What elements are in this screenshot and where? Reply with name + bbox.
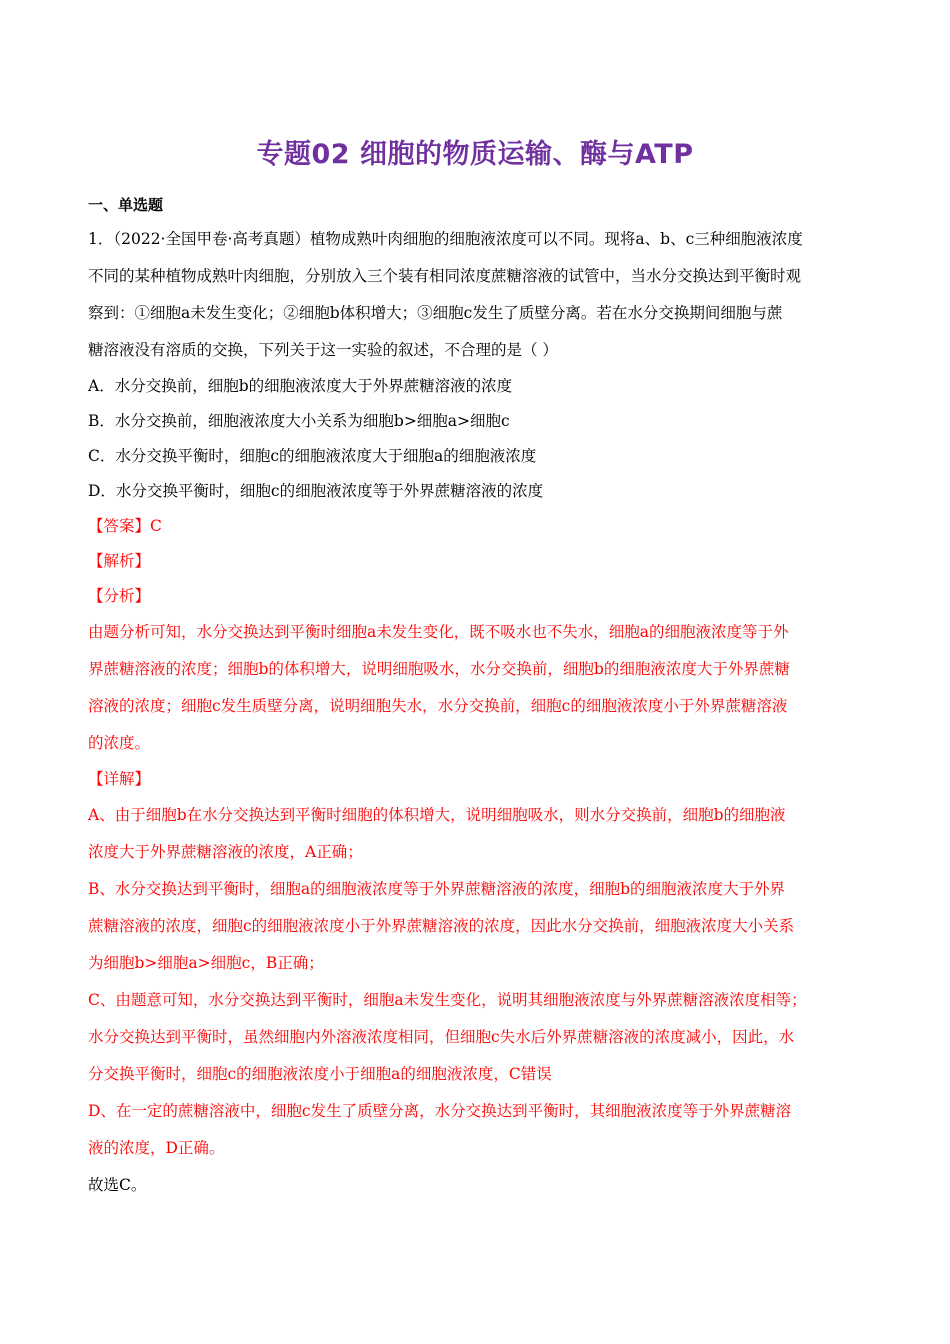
jiexi-label: 【解析】 bbox=[88, 552, 151, 570]
xiangjie-line: 液的浓度，D正确。 bbox=[88, 1139, 225, 1157]
xiangjie-label: 【详解】 bbox=[88, 770, 151, 788]
option-d: D．水分交换平衡时，细胞c的细胞液浓度等于外界蔗糖溶液的浓度 bbox=[88, 482, 544, 500]
section-heading: 一、单选题 bbox=[88, 196, 164, 214]
fenxi-line: 的浓度。 bbox=[88, 734, 151, 752]
xiangjie-line: A、由于细胞b在水分交换达到平衡时细胞的体积增大，说明细胞吸水，则水分交换前，细胞b的细胞液 bbox=[88, 806, 786, 824]
conclusion: 故选C。 bbox=[88, 1176, 147, 1194]
page-title: 专题02 细胞的物质运输、酶与ATP bbox=[256, 139, 694, 170]
fenxi-line: 由题分析可知，水分交换达到平衡时细胞a未发生变化，既不吸水也不失水，细胞a的细胞液浓度等于外 bbox=[88, 623, 789, 641]
xiangjie-line: 浓度大于外界蔗糖溶液的浓度，A正确； bbox=[88, 843, 363, 861]
xiangjie-line: C、由题意可知，水分交换达到平衡时，细胞a未发生变化，说明其细胞液浓度与外界蔗糖溶液浓度相等； bbox=[88, 991, 807, 1009]
option-b: B．水分交换前，细胞液浓度大小关系为细胞b>细胞a>细胞c bbox=[88, 412, 510, 430]
xiangjie-line: B、水分交换达到平衡时，细胞a的细胞液浓度等于外界蔗糖溶液的浓度，细胞b的细胞液浓度大于外界 bbox=[88, 880, 786, 898]
question-line: 不同的某种植物成熟叶肉细胞，分别放入三个装有相同浓度蔗糖溶液的试管中，当水分交换达到平衡时观 bbox=[88, 267, 802, 285]
question-line: 糖溶液没有溶质的交换，下列关于这一实验的叙述，不合理的是（ ） bbox=[88, 341, 558, 359]
fenxi-line: 界蔗糖溶液的浓度；细胞b的体积增大，说明细胞吸水，水分交换前，细胞b的细胞液浓度大于外界蔗糖 bbox=[88, 660, 790, 678]
option-a: A．水分交换前，细胞b的细胞液浓度大于外界蔗糖溶液的浓度 bbox=[88, 377, 513, 395]
xiangjie-line: 为细胞b>细胞a>细胞c，B正确； bbox=[88, 954, 324, 972]
xiangjie-line: D、在一定的蔗糖溶液中，细胞c发生了质壁分离，水分交换达到平衡时，其细胞液浓度等于外界蔗糖溶 bbox=[88, 1102, 792, 1120]
question-block bbox=[88, 221, 863, 1204]
question-line: 察到：①细胞a未发生变化；②细胞b体积增大；③细胞c发生了质壁分离。若在水分交换期间细胞与蔗 bbox=[88, 304, 783, 322]
answer-value: C bbox=[150, 517, 162, 535]
xiangjie-line: 蔗糖溶液的浓度，细胞c的细胞液浓度小于外界蔗糖溶液的浓度，因此水分交换前，细胞液浓度大小关系 bbox=[88, 917, 795, 935]
answer-label: 【答案】 bbox=[88, 517, 151, 535]
xiangjie-line: 水分交换达到平衡时，虽然细胞内外溶液浓度相同，但细胞c失水后外界蔗糖溶液的浓度减小，因此，水 bbox=[88, 1028, 795, 1046]
answer-line bbox=[88, 509, 863, 544]
xiangjie-line: 分交换平衡时，细胞c的细胞液浓度小于细胞a的细胞液浓度，C错误 bbox=[88, 1065, 552, 1083]
question-line: 1．（2022·全国甲卷·高考真题）植物成熟叶肉细胞的细胞液浓度可以不同。现将a、b、c三种细胞液浓度 bbox=[88, 230, 803, 248]
option-c: C．水分交换平衡时，细胞c的细胞液浓度大于细胞a的细胞液浓度 bbox=[88, 447, 537, 465]
fenxi-label: 【分析】 bbox=[88, 587, 151, 605]
fenxi-line: 溶液的浓度；细胞c发生质壁分离，说明细胞失水，水分交换前，细胞c的细胞液浓度小于外界蔗糖溶液 bbox=[88, 697, 788, 715]
